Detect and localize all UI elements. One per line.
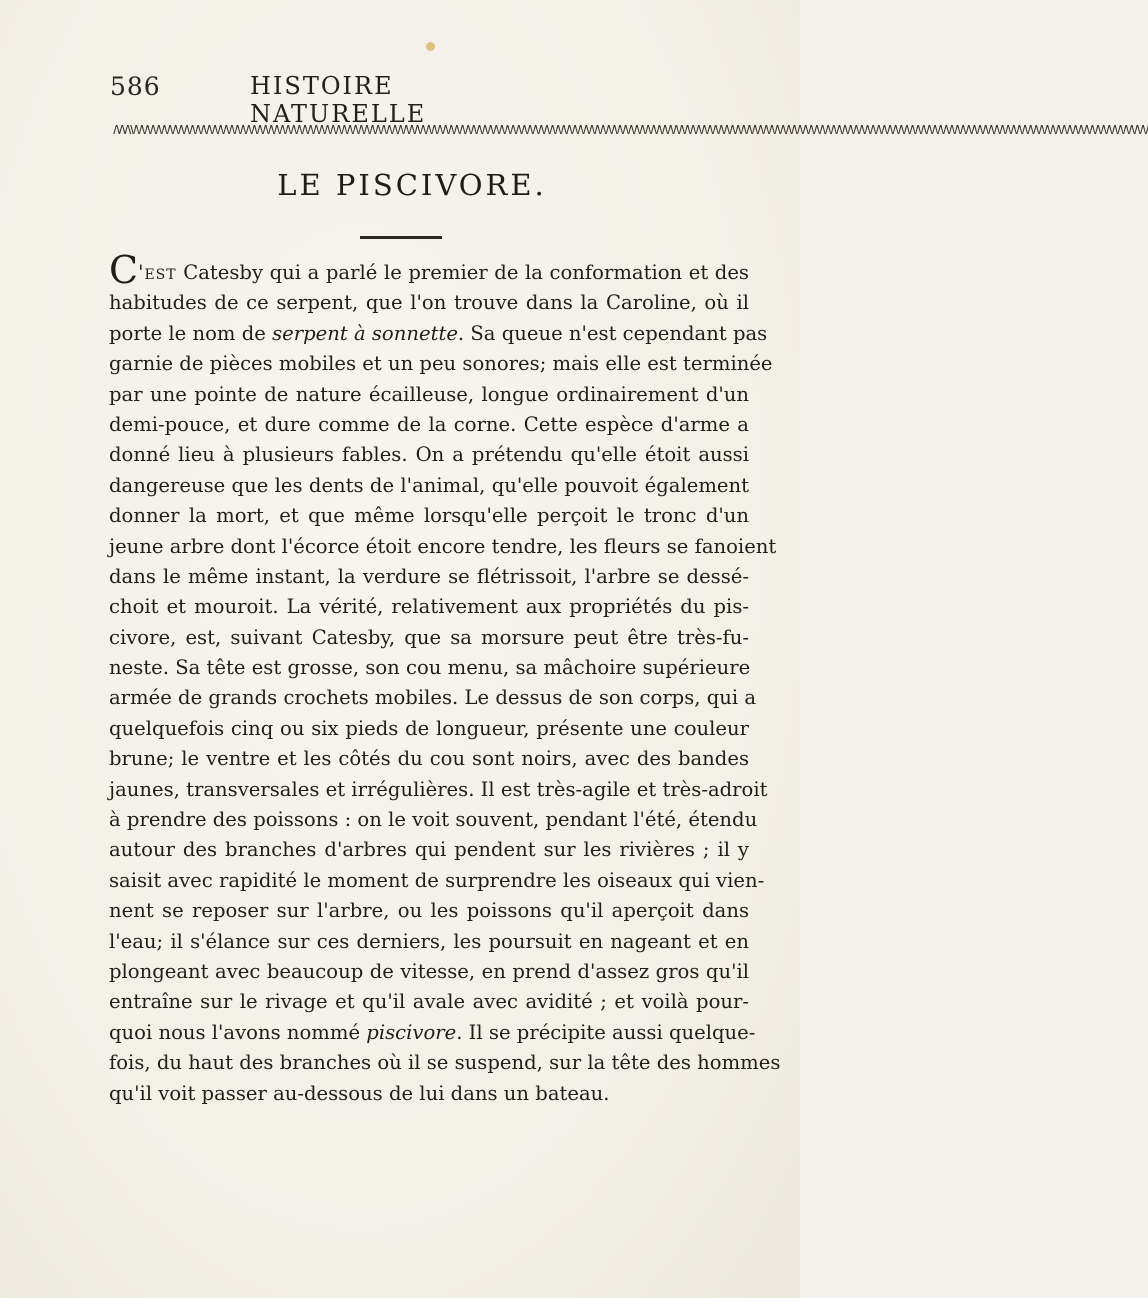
text-line: fois, du haut des branches où il se suspend, sur la tête des hommes	[109, 1051, 781, 1075]
text-line: nent se reposer sur l'arbre, ou les poissons qu'il aperçoit dans	[109, 899, 749, 923]
text-line: dangereuse que les dents de l'animal, qu'elle pouvoit également	[109, 473, 749, 497]
text-line: demi-pouce, et dure comme de la corne. Cette espèce d'arme a	[109, 412, 749, 436]
text-line: autour des branches d'arbres qui pendent sur les rivières ; il y	[109, 838, 749, 862]
text-line: jaunes, transversales et irrégulières. Il est très-agile et très-adroit	[109, 777, 768, 801]
text-line: brune; le ventre et les côtés du cou sont noirs, avec des bandes	[109, 747, 749, 771]
body-text	[109, 248, 781, 1109]
text-line: C'est Catesby qui a parlé le premier de la conformation et des	[109, 248, 749, 292]
emphasis: piscivore	[366, 1020, 457, 1044]
ink-spot	[426, 42, 435, 51]
text-line: quoi nous l'avons nommé piscivore. Il se précipite aussi quelque-	[109, 1020, 756, 1044]
text-line: quelquefois cinq ou six pieds de longueur, présente une couleur	[109, 716, 749, 740]
page-number: 586	[110, 72, 161, 101]
drop-cap: C	[109, 248, 139, 292]
title-rule	[360, 236, 442, 239]
text-line: habitudes de ce serpent, que l'on trouve dans la Caroline, où il	[109, 291, 749, 315]
text-line: choit et mouroit. La vérité, relativement aux propriétés du pis-	[109, 595, 749, 619]
text-line: par une pointe de nature écailleuse, longue ordinairement d'un	[109, 382, 749, 406]
emphasis: serpent à sonnette	[272, 321, 458, 345]
text-line: plongeant avec beaucoup de vitesse, en prend d'assez gros qu'il	[109, 959, 749, 983]
text-line: armée de grands crochets mobiles. Le dessus de son corps, qui a	[109, 686, 757, 710]
text-line: saisit avec rapidité le moment de surprendre les oiseaux qui vien-	[109, 868, 765, 892]
text-line: dans le même instant, la verdure se flétrissoit, l'arbre se dessé-	[109, 564, 749, 588]
text-line: garnie de pièces mobiles et un peu sonores; mais elle est terminée	[109, 352, 773, 376]
text-line: qu'il voit passer au-dessous de lui dans un bateau.	[109, 1081, 610, 1105]
text-line: donné lieu à plusieurs fables. On a prétendu qu'elle étoit aussi	[109, 443, 749, 467]
text-line: entraîne sur le rivage et qu'il avale avec avidité ; et voilà pour-	[109, 990, 749, 1014]
text-line: jeune arbre dont l'écorce étoit encore tendre, les fleurs se fanoient	[109, 534, 777, 558]
text-line: neste. Sa tête est grosse, son cou menu, sa mâchoire supérieure	[109, 656, 751, 680]
text-line: civore, est, suivant Catesby, que sa morsure peut être très-fu-	[109, 625, 749, 649]
running-title: HISTOIRE NATURELLE	[250, 72, 427, 128]
text-line: l'eau; il s'élance sur ces derniers, les poursuit en nageant et en	[109, 929, 749, 953]
text-line: donner la mort, et que même lorsqu'elle perçoit le tronc d'un	[109, 504, 749, 528]
chapter-title: LE PISCIVORE.	[277, 168, 547, 202]
text-line: à prendre des poissons : on le voit souvent, pendant l'été, étendu	[109, 808, 758, 832]
text-line: porte le nom de serpent à sonnette. Sa queue n'est cependant pas	[109, 321, 768, 345]
running-header	[110, 72, 570, 128]
ornamental-rule: ΛΛΛVVVVVVVVVVVVVVVVVVVVVVVVVVVVVVVVVVVVVVVVVVVVVVVVVVVVVVVVVVVVVVVVVVVVVVVVVVVVVVVVVVVVVVVVVVVVVVVVVVVVVVVVVVVVVVVVVVVVVVVVVVVVVVVVVVVVVVVVVVVVVVVVVVVVVVVVVVVVVVVVVVVVVVVVVVVVVVVVVVVVV	[113, 123, 1148, 137]
